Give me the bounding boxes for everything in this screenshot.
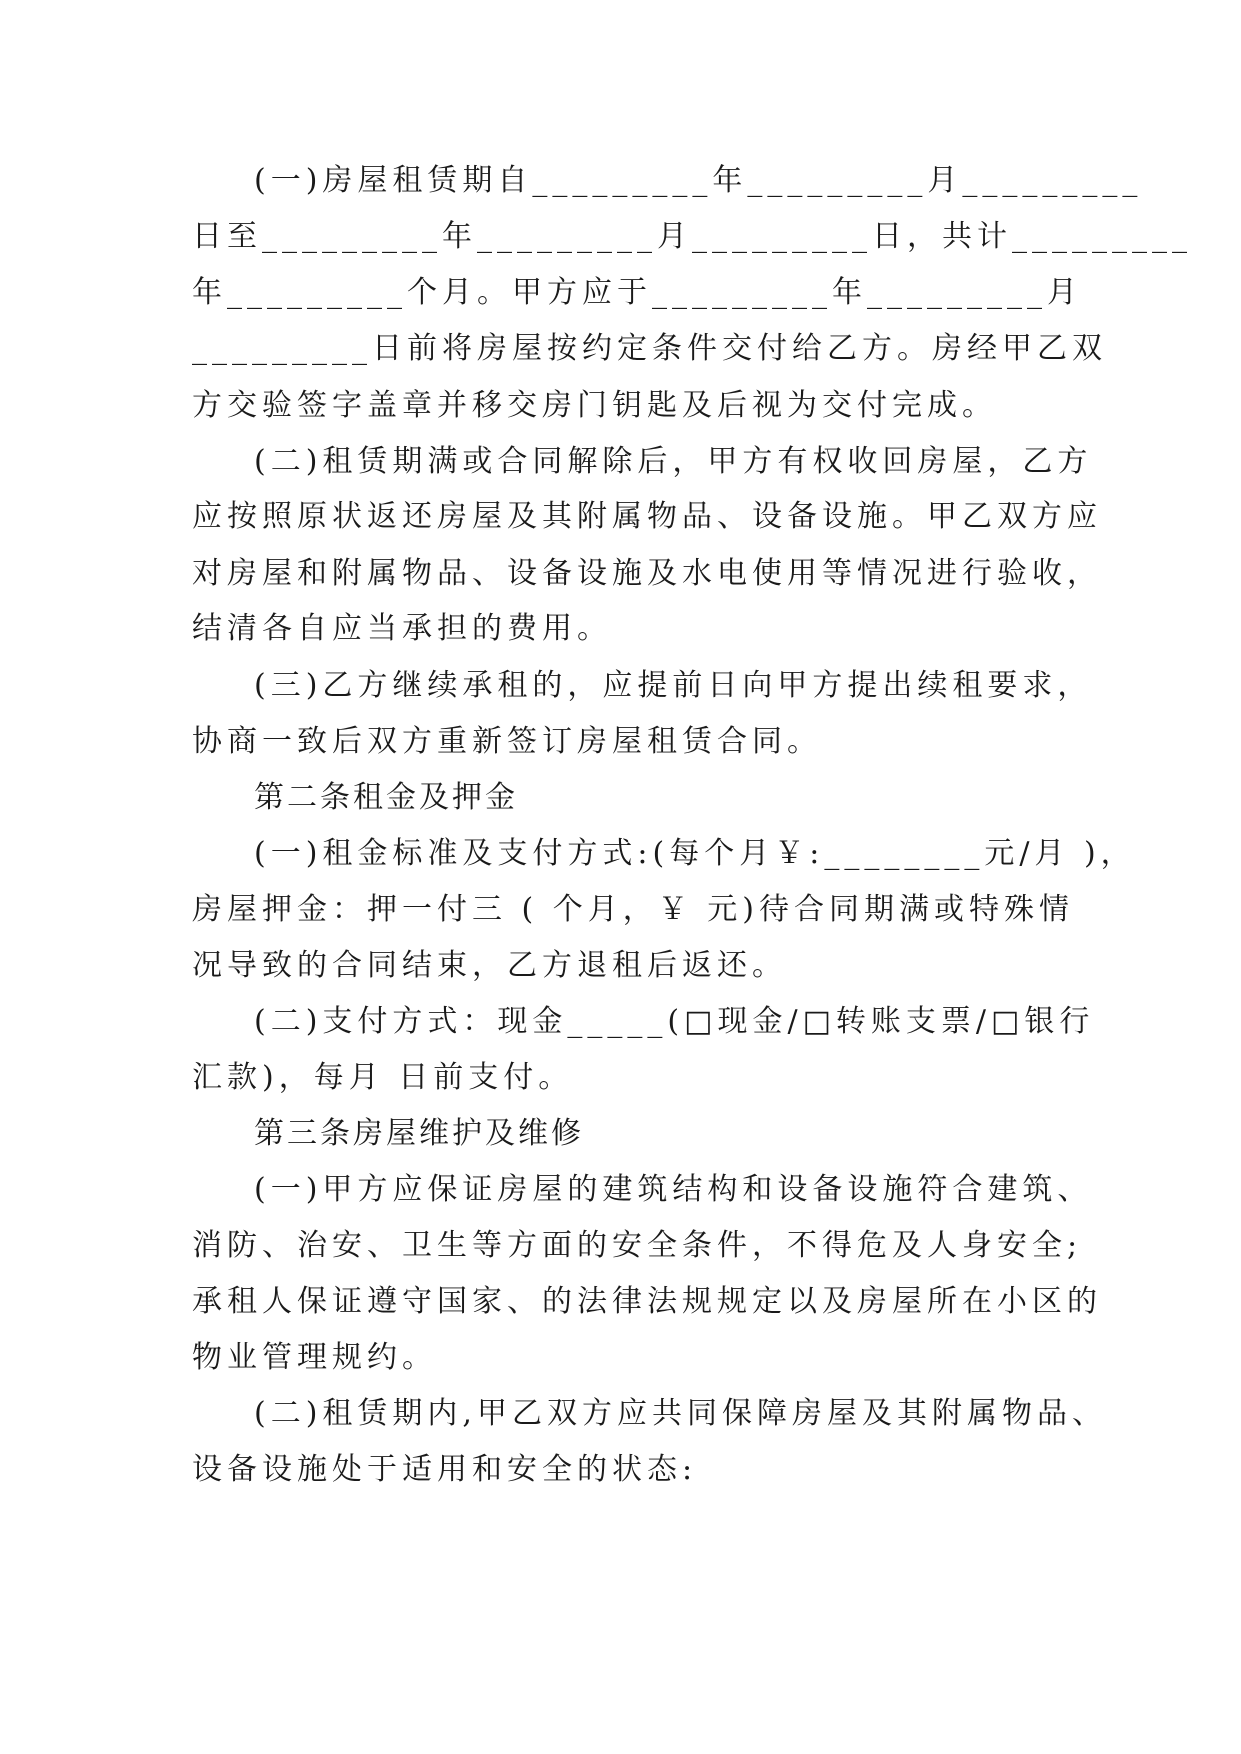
text-line: (二)支付方式：现金_____(□现金/□转账支票/□银行 — [254, 1004, 1095, 1039]
text-line: 承租人保证遵守国家、的法律法规规定以及房屋所在小区的 — [192, 1284, 1102, 1319]
text-line: 对房屋和附属物品、设备设施及水电使用等情况进行验收， — [192, 556, 1102, 591]
text-line: 物业管理规约。 — [192, 1340, 437, 1375]
text-line: 方交验签字盖章并移交房门钥匙及后视为交付完成。 — [192, 388, 997, 423]
text-line: 结清各自应当承担的费用。 — [192, 611, 612, 646]
text-line: (二)租赁期内,甲乙双方应共同保障房屋及其附属物品、 — [254, 1396, 1107, 1431]
text-line: 年_________个月。甲方应于_________年_________月 — [192, 275, 1082, 310]
text-line: (一)房屋租赁期自_________年_________月_________ — [254, 163, 1143, 198]
text-line: 应按照原状返还房屋及其附属物品、设备设施。甲乙双方应 — [192, 499, 1102, 534]
text-line: 消防、治安、卫生等方面的安全条件，不得危及人身安全; — [192, 1228, 1083, 1263]
text-line: 汇款)，每月 日前支付。 — [192, 1060, 574, 1095]
section-heading: 第二条租金及押金 — [254, 780, 518, 815]
text-line: (二)租赁期满或合同解除后，甲方有权收回房屋，乙方 — [254, 444, 1093, 479]
text-line: 协商一致后双方重新签订房屋租赁合同。 — [192, 724, 822, 759]
text-line: (一)甲方应保证房屋的建筑结构和设备设施符合建筑、 — [254, 1172, 1093, 1207]
text-line: (三)乙方继续承租的，应提前日向甲方提出续租要求， — [254, 668, 1093, 703]
text-line: 况导致的合同结束，乙方退租后返还。 — [192, 948, 787, 983]
text-line: 设备设施处于适用和安全的状态: — [192, 1452, 698, 1487]
text-line: 日至_________年_________月_________日，共计_________ — [192, 219, 1192, 254]
text-line: 房屋押金：押一付三 ( 个月，￥ 元)待合同期满或特殊情 — [192, 892, 1075, 927]
text-line: (一)租金标准及支付方式:(每个月￥:________元/月 )， — [254, 836, 1136, 871]
section-heading: 第三条房屋维护及维修 — [254, 1116, 584, 1151]
text-line: _________日前将房屋按约定条件交付给乙方。房经甲乙双 — [192, 331, 1107, 366]
